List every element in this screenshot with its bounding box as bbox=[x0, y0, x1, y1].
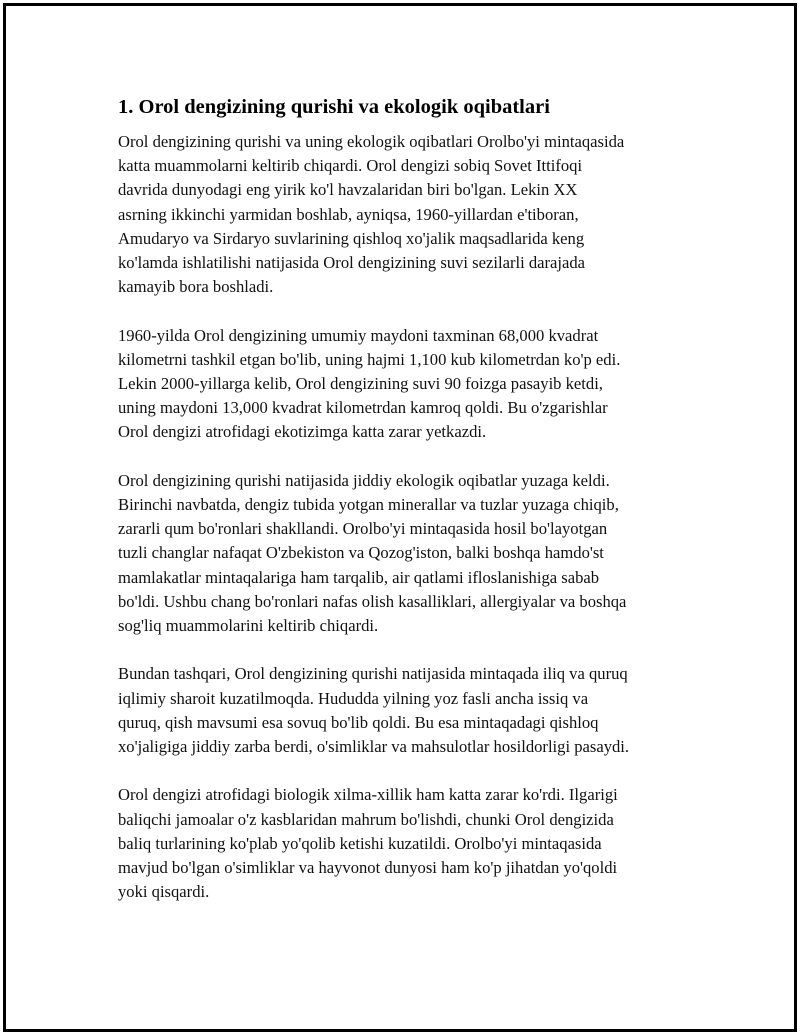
text-line: Lekin 2000-yillarga kelib, Orol dengizining suvi 90 foizga pasayib ketdi, bbox=[118, 374, 603, 394]
text-line: asrning ikkinchi yarmidan boshlab, ayniqsa, 1960-yillardan e'tiboran, bbox=[118, 204, 579, 224]
text-line: zararli qum bo'ronlari shakllandi. Orolbo'yi mintaqasida hosil bo'layotgan bbox=[118, 519, 608, 539]
paragraph-1 bbox=[118, 130, 698, 299]
text-line: yoki qisqardi. bbox=[118, 882, 210, 902]
text-line: tuzli changlar nafaqat O'zbekiston va Qozog'iston, balki boshqa hamdo'st bbox=[118, 543, 604, 563]
paragraph-2 bbox=[118, 324, 698, 445]
text-line: Orol dengizining qurishi va uning ekologik oqibatlari Orolbo'yi mintaqasida bbox=[118, 132, 625, 151]
text-line: kilometrni tashkil etgan bo'lib, uning hajmi 1,100 kub kilometrdan ko'p edi. bbox=[118, 349, 621, 369]
text-line: ko'lamda ishlatilishi natijasida Orol dengizining suvi sezilarli darajada bbox=[118, 253, 586, 273]
text-line: mavjud bo'lgan o'simliklar va hayvonot dunyosi ham ko'p jihatdan yo'qoldi bbox=[118, 858, 618, 878]
document-body bbox=[118, 93, 698, 929]
text-line: Orol dengizining qurishi natijasida jiddiy ekologik oqibatlar yuzaga keldi. bbox=[118, 470, 610, 490]
paragraph-3 bbox=[118, 469, 698, 638]
text-line: Orol dengizi atrofidagi ekotizimga katta zarar yetkazdi. bbox=[118, 422, 487, 442]
text-line: katta muammolarni keltirib chiqardi. Orol dengizi sobiq Sovet Ittifoqi bbox=[118, 156, 583, 176]
text-line: kamayib bora boshladi. bbox=[118, 277, 274, 297]
text-line: iqlimiy sharoit kuzatilmoqda. Hududda yilning yoz fasli ancha issiq va bbox=[118, 688, 589, 708]
text-line: Amudaryo va Sirdaryo suvlarining qishloq xo'jalik maqsadlarida keng bbox=[118, 228, 585, 248]
text-line: 1960-yilda Orol dengizining umumiy maydoni taxminan 68,000 kvadrat bbox=[118, 325, 599, 345]
text-line: baliq turlarining ko'plab yo'qolib ketishi kuzatildi. Orolbo'yi mintaqasida bbox=[118, 833, 602, 853]
text-line: Bundan tashqari, Orol dengizining qurishi natijasida mintaqada iliq va quruq bbox=[118, 664, 628, 684]
text-line: Orol dengizi atrofidagi biologik xilma-xillik ham katta zarar ko'rdi. Ilgarigi bbox=[118, 785, 618, 805]
text-line: Birinchi navbatda, dengiz tubida yotgan minerallar va tuzlar yuzaga chiqib, bbox=[118, 495, 619, 515]
paragraph-4 bbox=[118, 662, 698, 759]
text-line: uning maydoni 13,000 kvadrat kilometrdan kamroq qoldi. Bu o'zgarishlar bbox=[118, 398, 608, 418]
text-line: sog'liq muammolarini keltirib chiqardi. bbox=[118, 616, 379, 636]
text-line: mamlakatlar mintaqalariga ham tarqalib, air qatlami ifloslanishiga sabab bbox=[118, 567, 600, 587]
text-line: baliqchi jamoalar o'z kasblaridan mahrum bo'lishdi, chunki Orol dengizida bbox=[118, 809, 614, 829]
text-line: quruq, qish mavsumi esa sovuq bo'lib qoldi. Bu esa mintaqadagi qishloq bbox=[118, 712, 599, 732]
text-line: bo'ldi. Ushbu chang bo'ronlari nafas olish kasalliklari, allergiyalar va boshqa bbox=[118, 591, 627, 611]
section-heading: 1. Orol dengizining qurishi va ekologik oqibatlari bbox=[118, 96, 550, 118]
text-line: davrida dunyodagi eng yirik ko'l havzalaridan biri bo'lgan. Lekin XX bbox=[118, 180, 578, 200]
paragraph-5 bbox=[118, 783, 698, 904]
text-line: xo'jaligiga jiddiy zarba berdi, o'simliklar va mahsulotlar hosildorligi pasaydi. bbox=[118, 737, 630, 757]
